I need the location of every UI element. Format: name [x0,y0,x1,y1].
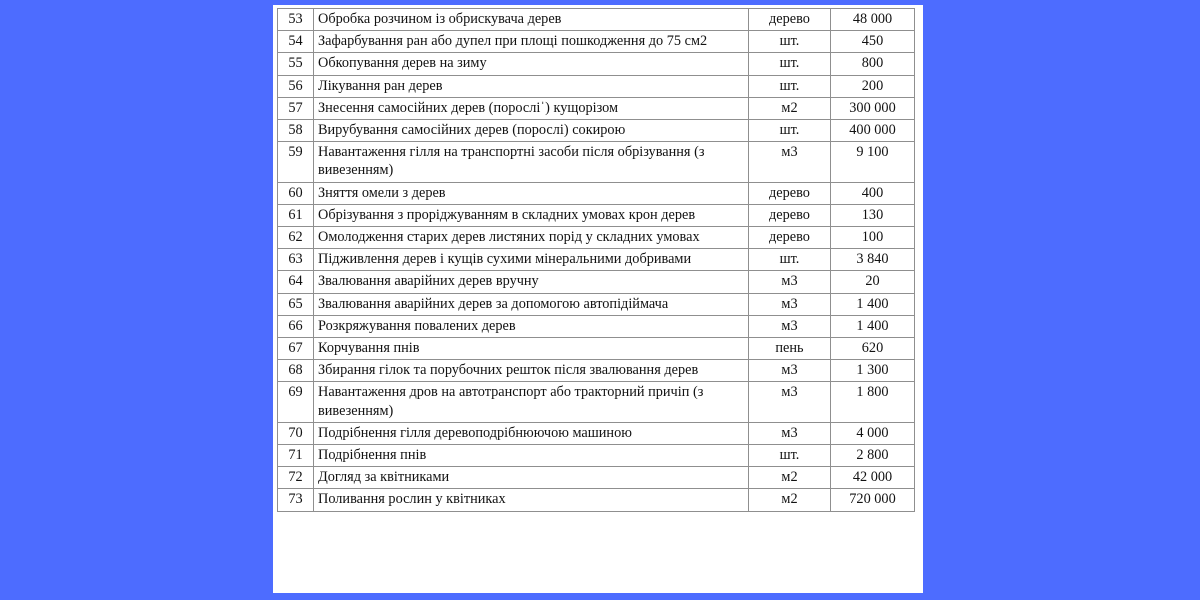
row-number: 71 [278,445,314,467]
row-description: Обробка розчином із обрискувача дерев [314,9,749,31]
row-unit: пень [749,338,831,360]
table-row [278,31,915,53]
row-number: 62 [278,227,314,249]
row-quantity: 3 840 [831,249,915,271]
row-number: 60 [278,182,314,204]
row-description: Підживлення дерев і кущів сухими мінеральними добривами [314,249,749,271]
row-number: 70 [278,422,314,444]
row-quantity: 1 400 [831,293,915,315]
row-quantity: 130 [831,204,915,226]
table-row [278,489,915,511]
row-number: 65 [278,293,314,315]
row-quantity: 42 000 [831,467,915,489]
row-description: Лікування ран дерев [314,75,749,97]
row-quantity: 400 [831,182,915,204]
row-number: 61 [278,204,314,226]
table-row [278,338,915,360]
table-row [278,360,915,382]
table-row [278,293,915,315]
row-quantity: 9 100 [831,142,915,182]
row-quantity: 1 400 [831,315,915,337]
table-row [278,120,915,142]
row-number: 69 [278,382,314,422]
row-number: 56 [278,75,314,97]
row-number: 67 [278,338,314,360]
row-unit: м2 [749,97,831,119]
table-row [278,142,915,182]
row-description: Звалювання аварійних дерев вручну [314,271,749,293]
row-unit: м3 [749,315,831,337]
document-page [273,5,923,593]
row-quantity: 1 300 [831,360,915,382]
row-number: 58 [278,120,314,142]
row-unit: шт. [749,120,831,142]
row-unit: шт. [749,445,831,467]
row-description: Навантаження гілля на транспортні засоби після обрізування (з вивезенням) [314,142,749,182]
row-unit: м2 [749,467,831,489]
table-row [278,315,915,337]
row-number: 57 [278,97,314,119]
table-row [278,182,915,204]
row-unit: м3 [749,271,831,293]
row-description: Омолодження старих дерев листяних порід у складних умовах [314,227,749,249]
row-description: Розкряжування повалених дерев [314,315,749,337]
table-row [278,204,915,226]
row-quantity: 720 000 [831,489,915,511]
table-row [278,75,915,97]
table-row [278,382,915,422]
row-description: Догляд за квітниками [314,467,749,489]
row-number: 64 [278,271,314,293]
row-description: Подрібнення гілля деревоподрібнюючою машиною [314,422,749,444]
row-unit: шт. [749,75,831,97]
row-unit: дерево [749,182,831,204]
row-description: Корчування пнів [314,338,749,360]
row-number: 73 [278,489,314,511]
table-row [278,227,915,249]
row-description: Знесення самосійних дерев (поросліˈ) кущорізом [314,97,749,119]
row-number: 66 [278,315,314,337]
row-unit: м3 [749,360,831,382]
row-number: 72 [278,467,314,489]
row-quantity: 20 [831,271,915,293]
row-number: 54 [278,31,314,53]
table-row [278,271,915,293]
row-quantity: 620 [831,338,915,360]
row-description: Зняття омели з дерев [314,182,749,204]
row-number: 53 [278,9,314,31]
row-unit: м2 [749,489,831,511]
row-quantity: 4 000 [831,422,915,444]
row-quantity: 800 [831,53,915,75]
table-row [278,53,915,75]
row-unit: шт. [749,31,831,53]
row-quantity: 200 [831,75,915,97]
table-row [278,422,915,444]
table-row [278,9,915,31]
table-row [278,97,915,119]
row-quantity: 100 [831,227,915,249]
row-description: Обкопування дерев на зиму [314,53,749,75]
row-number: 63 [278,249,314,271]
works-price-table [277,8,915,512]
row-description: Вирубування самосійних дерев (порослі) сокирою [314,120,749,142]
row-quantity: 400 000 [831,120,915,142]
row-description: Поливання рослин у квітниках [314,489,749,511]
row-unit: м3 [749,382,831,422]
row-quantity: 1 800 [831,382,915,422]
table-row [278,249,915,271]
row-quantity: 300 000 [831,97,915,119]
table-row [278,467,915,489]
row-description: Збирання гілок та порубочних решток після звалювання дерев [314,360,749,382]
row-description: Зафарбування ран або дупел при площі пошкодження до 75 см2 [314,31,749,53]
table-row [278,445,915,467]
row-unit: дерево [749,9,831,31]
row-number: 55 [278,53,314,75]
row-unit: шт. [749,249,831,271]
table-body [278,9,915,512]
row-unit: дерево [749,204,831,226]
row-unit: м3 [749,142,831,182]
row-unit: дерево [749,227,831,249]
row-quantity: 450 [831,31,915,53]
row-unit: шт. [749,53,831,75]
row-quantity: 2 800 [831,445,915,467]
row-description: Подрібнення пнів [314,445,749,467]
row-unit: м3 [749,422,831,444]
row-quantity: 48 000 [831,9,915,31]
row-number: 68 [278,360,314,382]
row-unit: м3 [749,293,831,315]
row-number: 59 [278,142,314,182]
row-description: Звалювання аварійних дерев за допомогою автопідіймача [314,293,749,315]
row-description: Обрізування з проріджуванням в складних умовах крон дерев [314,204,749,226]
row-description: Навантаження дров на автотранспорт або тракторний причіп (з вивезенням) [314,382,749,422]
